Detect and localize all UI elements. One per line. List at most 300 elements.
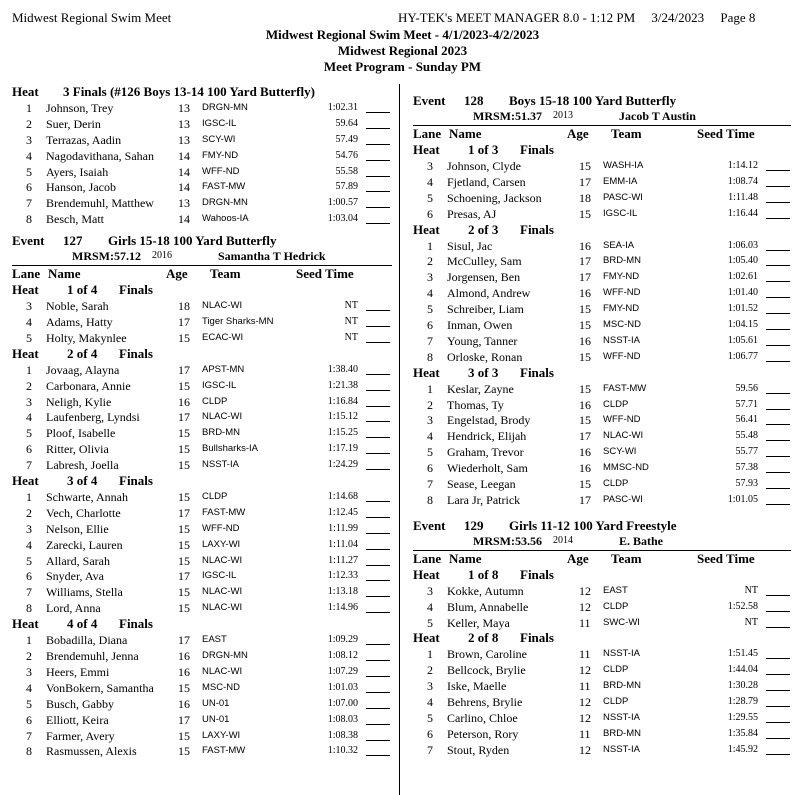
seed-time: 57.71: [735, 398, 758, 410]
entry-row: [12, 696, 392, 712]
swimmer-name: Farmer, Avery: [46, 728, 115, 743]
lane-number: 7: [26, 196, 32, 211]
event-title: Girls 15-18 100 Yard Butterfly: [108, 233, 277, 249]
meet-title: Midwest Regional Swim Meet - 4/1/2023-4/2/2023: [265, 27, 540, 42]
team-code: SCY-WI: [202, 133, 236, 145]
lane-number: 7: [427, 333, 433, 348]
result-blank-line: [366, 342, 390, 343]
result-blank-line: [766, 170, 790, 171]
seed-time: 1:11.27: [328, 554, 358, 566]
swimmer-age: 16: [178, 394, 190, 409]
swimmer-name: Noble, Sarah: [46, 299, 109, 314]
seed-time: 1:11.99: [328, 522, 358, 534]
swimmer-name: Holty, Makynlee: [46, 330, 127, 345]
lane-number: 8: [26, 601, 32, 616]
seed-time: 55.58: [335, 165, 358, 177]
team-code: WFF-ND: [603, 287, 641, 299]
entry-row: [12, 489, 392, 505]
record-label: MRSM:: [473, 109, 515, 123]
seed-time: 1:01.52: [727, 303, 758, 315]
record-year: 2013: [553, 110, 573, 121]
seed-time: NT: [344, 331, 358, 343]
record-holder: Jacob T Austin: [619, 109, 696, 123]
heat-number: 3 of 3: [468, 364, 499, 380]
lane-number: 3: [427, 159, 433, 173]
entry-row: [12, 441, 392, 457]
record-holder: E. Bathe: [619, 533, 664, 548]
result-blank-line: [366, 374, 390, 375]
lane-number: 2: [427, 254, 433, 269]
seed-time: 1:08.38: [327, 729, 358, 741]
team-code: WFF-ND: [202, 165, 240, 177]
swimmer-name: Ayers, Isaiah: [46, 164, 109, 179]
team-code: NSST-IA: [603, 334, 640, 346]
team-code: BRD-MN: [202, 427, 240, 439]
swimmer-name: Young, Tanner: [447, 333, 518, 348]
lane-number: 2: [26, 505, 32, 520]
heat-round: Finals: [119, 345, 153, 361]
team-code: NSST-IA: [603, 712, 640, 724]
result-blank-line: [366, 692, 390, 693]
result-blank-line: [366, 533, 390, 534]
event-label: Event: [413, 93, 446, 108]
swimmer-age: 15: [178, 553, 190, 568]
seed-time: 1:06.03: [727, 239, 758, 251]
swimmer-age: 11: [579, 679, 591, 694]
heat-round: Finals: [119, 616, 153, 632]
swimmer-name: Johnson, Trey: [46, 101, 114, 115]
meet-record-line: [413, 109, 791, 125]
team-code: NLAC-WI: [202, 411, 243, 423]
lane-number: 3: [26, 132, 32, 147]
seed-time: 57.89: [335, 181, 358, 193]
record-year: 2016: [152, 250, 172, 262]
swimmer-age: 17: [178, 410, 190, 425]
entry-row: [413, 269, 791, 285]
seed-time: 1:51.45: [727, 648, 758, 660]
swimmer-age: 12: [579, 663, 591, 678]
swimmer-age: 14: [178, 180, 190, 195]
column-headers: [12, 266, 392, 282]
result-blank-line: [366, 517, 390, 518]
team-code: FMY-ND: [603, 303, 640, 315]
entry-row: [413, 428, 791, 444]
swimmer-age: 15: [579, 302, 591, 317]
team-code: MSC-ND: [603, 319, 641, 331]
result-blank-line: [766, 186, 790, 187]
swimmer-age: 15: [178, 442, 190, 457]
swimmer-age: 15: [178, 537, 190, 552]
lane-number: 4: [427, 599, 433, 614]
col-lane: Lane: [413, 550, 442, 566]
team-code: FAST-MW: [202, 506, 246, 518]
result-blank-line: [366, 223, 390, 224]
entry-row: [12, 584, 392, 600]
entry-row: [12, 632, 392, 648]
seed-time: 1:07.29: [327, 665, 358, 677]
seed-time: 1:07.00: [327, 697, 358, 709]
seed-time: 57.38: [735, 462, 758, 474]
swimmer-name: Allard, Sarah: [46, 553, 110, 568]
swimmer-age: 15: [579, 413, 591, 428]
entry-row: [12, 600, 392, 616]
lane-number: 5: [26, 696, 32, 711]
result-blank-line: [766, 658, 790, 659]
lane-number: 5: [26, 330, 32, 345]
swimmer-name: Hendrick, Elijah: [447, 429, 527, 444]
team-code: UN-01: [202, 697, 230, 709]
entry-row: [12, 378, 392, 394]
lane-number: 2: [26, 116, 32, 131]
result-blank-line: [366, 596, 390, 597]
team-code: PASC-WI: [603, 493, 643, 505]
continuation-rows: [12, 100, 392, 227]
team-code: WASH-IA: [603, 160, 644, 171]
col-team: Team: [611, 126, 642, 141]
swimmer-age: 15: [579, 381, 591, 396]
team-code: SEA-IA: [603, 239, 635, 251]
left-column: [12, 84, 392, 759]
swimmer-age: 13: [178, 196, 190, 211]
result-blank-line: [366, 453, 390, 454]
team-code: CLDP: [603, 398, 629, 410]
seed-time: 1:10.32: [327, 745, 358, 757]
lane-number: 6: [427, 318, 433, 333]
team-code: NLAC-WI: [202, 602, 243, 614]
seed-time: 1:01.05: [727, 493, 758, 505]
lane-number: 6: [26, 569, 32, 584]
lane-number: 7: [26, 585, 32, 600]
team-code: CLDP: [603, 600, 629, 612]
entry-row: [413, 238, 791, 254]
swimmer-age: 17: [579, 429, 591, 444]
team-code: SWC-WI: [603, 616, 640, 628]
result-blank-line: [766, 595, 790, 596]
entry-row: [413, 381, 791, 397]
heat-round: Finals: [520, 630, 554, 646]
seed-time: NT: [744, 584, 758, 596]
lane-number: 2: [26, 649, 32, 664]
swimmer-age: 15: [579, 206, 591, 221]
seed-time: 57.93: [735, 478, 758, 490]
result-blank-line: [366, 326, 390, 327]
swimmer-age: 13: [178, 116, 190, 131]
event-label: Event: [12, 233, 45, 249]
seed-time: 1:01.03: [327, 681, 358, 693]
record-label: MRSM:: [473, 533, 515, 548]
lane-number: 8: [427, 492, 433, 507]
team-code: Tiger Sharks-MN: [202, 316, 274, 328]
lane-number: 4: [26, 315, 32, 330]
swimmer-age: 14: [178, 164, 190, 179]
swimmer-name: Lord, Anna: [46, 601, 101, 616]
swimmer-age: 12: [579, 695, 591, 710]
swimmer-name: Wiederholt, Sam: [447, 461, 528, 476]
swimmer-name: Kokke, Autumn: [447, 583, 524, 598]
result-blank-line: [766, 456, 790, 457]
seed-time: 59.64: [335, 117, 358, 129]
swimmer-age: 17: [178, 633, 190, 648]
entry-row: [12, 728, 392, 744]
swimmer-age: 18: [178, 299, 190, 314]
entry-row: [12, 553, 392, 569]
result-blank-line: [766, 706, 790, 707]
heat-number: 3 of 4: [67, 473, 98, 489]
swimmer-name: Graham, Trevor: [447, 445, 524, 460]
team-code: NLAC-WI: [202, 665, 243, 677]
seed-time: 1:29.55: [727, 712, 758, 724]
team-code: CLDP: [202, 395, 228, 407]
heat-header: [12, 346, 392, 362]
lane-number: 1: [26, 362, 32, 377]
entry-row: [413, 333, 791, 349]
result-blank-line: [366, 565, 390, 566]
record-year: 2014: [553, 534, 573, 546]
swimmer-age: 14: [178, 212, 190, 227]
event-header: [413, 93, 791, 109]
seed-time: 1:05.40: [727, 255, 758, 267]
swimmer-name: Ritter, Olivia: [46, 442, 109, 457]
swimmer-name: Busch, Gabby: [46, 696, 114, 711]
team-code: MSC-ND: [202, 681, 240, 693]
entry-row: [12, 100, 392, 116]
heat-label: Heat: [413, 364, 440, 380]
lane-number: 4: [427, 429, 433, 444]
heat-number: 2 of 3: [468, 221, 499, 237]
event-number: 129: [464, 517, 484, 533]
swimmer-age: 12: [579, 583, 591, 598]
entry-row: [413, 599, 791, 615]
heat-label: Heat: [413, 221, 440, 237]
team-code: CLDP: [603, 664, 629, 676]
team-code: DRGN-MN: [202, 650, 248, 662]
record-time: 51.37: [515, 109, 542, 123]
seed-time: 56.41: [735, 414, 758, 426]
result-blank-line: [766, 250, 790, 251]
result-blank-line: [366, 676, 390, 677]
entry-row: [413, 726, 791, 742]
entry-row: [413, 206, 791, 222]
event-label: Event: [413, 517, 446, 533]
continuation-heat-header: [12, 84, 392, 100]
record-time: 57.12: [114, 249, 141, 264]
entry-row: [12, 409, 392, 425]
seed-time: 1:24.29: [327, 459, 358, 471]
swimmer-name: Lara Jr, Patrick: [447, 492, 521, 507]
entry-row: [12, 148, 392, 164]
entry-row: [413, 742, 791, 758]
entry-row: [12, 116, 392, 132]
entry-row: [12, 457, 392, 473]
result-blank-line: [766, 611, 790, 612]
seed-time: 1:08.74: [727, 175, 758, 187]
result-blank-line: [366, 406, 390, 407]
seed-time: 1:06.77: [727, 350, 758, 362]
swimmer-name: Peterson, Rory: [447, 726, 519, 741]
entry-row: [413, 174, 791, 190]
result-blank-line: [366, 144, 390, 145]
entry-row: [413, 615, 791, 631]
result-blank-line: [766, 297, 790, 298]
col-team: Team: [210, 266, 241, 282]
entry-row: [413, 662, 791, 678]
result-blank-line: [766, 424, 790, 425]
event-number: 127: [63, 233, 83, 249]
entry-row: [413, 317, 791, 333]
seed-time: 1:03.04: [327, 213, 358, 225]
lane-number: 4: [26, 410, 32, 425]
meet-record-line: [413, 534, 791, 550]
swimmer-name: Snyder, Ava: [46, 569, 104, 584]
col-age: Age: [567, 550, 589, 566]
swimmer-age: 17: [579, 254, 591, 269]
entry-row: [413, 694, 791, 710]
entry-row: [413, 158, 791, 174]
swimmer-age: 16: [579, 286, 591, 301]
swimmer-name: McCulley, Sam: [447, 254, 522, 269]
lane-number: 1: [427, 647, 433, 662]
result-blank-line: [366, 207, 390, 208]
col-lane: Lane: [413, 126, 442, 141]
column-headers: [413, 551, 791, 567]
entry-row: [12, 195, 392, 211]
swimmer-age: 12: [579, 599, 591, 614]
lane-number: 3: [427, 583, 433, 598]
seed-time: 1:01.40: [727, 287, 758, 299]
result-blank-line: [766, 674, 790, 675]
lane-number: 4: [427, 174, 433, 189]
result-blank-line: [366, 128, 390, 129]
result-blank-line: [766, 488, 790, 489]
event-number: 128: [464, 93, 484, 108]
seed-time: 1:11.04: [328, 538, 358, 550]
entry-row: [12, 362, 392, 378]
lane-number: 8: [26, 212, 32, 227]
swimmer-age: 17: [579, 270, 591, 285]
lane-number: 3: [427, 679, 433, 694]
result-blank-line: [366, 469, 390, 470]
col-seed: Seed Time: [697, 126, 755, 141]
entry-row: [413, 492, 791, 508]
seed-time: 1:14.12: [727, 160, 758, 171]
swimmer-age: 17: [178, 362, 190, 377]
seed-time: 1:08.12: [327, 650, 358, 662]
team-code: IGSC-IL: [202, 379, 237, 391]
team-code: LAXY-WI: [202, 538, 241, 550]
swimmer-name: Bellcock, Brylie: [447, 663, 526, 678]
lane-number: 5: [26, 426, 32, 441]
seed-time: 1:05.61: [727, 334, 758, 346]
lane-number: 1: [26, 490, 32, 505]
lane-number: 2: [26, 378, 32, 393]
heat-round: Finals: [520, 566, 554, 582]
swimmer-age: 17: [579, 492, 591, 507]
swimmer-age: 14: [178, 148, 190, 163]
lane-number: 7: [427, 477, 433, 492]
seed-time: NT: [344, 316, 358, 328]
result-blank-line: [766, 440, 790, 441]
swimmer-name: Iske, Maelle: [447, 679, 507, 694]
result-blank-line: [766, 690, 790, 691]
swimmer-age: 12: [579, 711, 591, 726]
team-code: NLAC-WI: [202, 300, 243, 312]
entry-row: [12, 648, 392, 664]
swimmer-name: Laufenberg, Lyndsi: [46, 410, 140, 425]
seed-time: 1:35.84: [727, 727, 758, 739]
lane-number: 6: [26, 712, 32, 727]
swimmer-age: 17: [579, 174, 591, 189]
lane-number: 5: [427, 615, 433, 630]
team-code: FMY-ND: [202, 149, 239, 161]
seed-time: 1:45.92: [727, 743, 758, 755]
heat-header: [413, 630, 791, 646]
entry-row: [413, 253, 791, 269]
lane-number: 4: [26, 680, 32, 695]
team-code: NLAC-WI: [202, 586, 243, 598]
swimmer-age: 11: [579, 615, 591, 630]
swimmer-age: 17: [178, 569, 190, 584]
result-blank-line: [766, 754, 790, 755]
entry-row: [413, 285, 791, 301]
result-blank-line: [366, 160, 390, 161]
swimmer-name: Rasmussen, Alexis: [46, 744, 137, 759]
result-blank-line: [366, 580, 390, 581]
col-lane: Lane: [12, 266, 41, 282]
team-code: FAST-MW: [603, 382, 647, 394]
entry-row: [12, 680, 392, 696]
team-code: CLDP: [202, 491, 228, 503]
swimmer-name: Blum, Annabelle: [447, 599, 529, 614]
seed-time: 1:00.57: [327, 197, 358, 209]
seed-time: 55.77: [735, 446, 758, 458]
team-code: LAXY-WI: [202, 729, 241, 741]
lane-number: 4: [26, 537, 32, 552]
swimmer-age: 18: [579, 190, 591, 205]
lane-number: 3: [26, 394, 32, 409]
swimmer-name: Carbonara, Annie: [46, 378, 131, 393]
col-name: Name: [48, 266, 81, 282]
seed-time: 1:28.79: [727, 696, 758, 708]
swimmer-name: Behrens, Brylie: [447, 695, 523, 710]
record-time: 53.56: [515, 533, 542, 548]
swimmer-name: Nelson, Ellie: [46, 521, 109, 536]
heat-round: Finals: [119, 473, 153, 489]
entry-row: [413, 190, 791, 206]
team-code: ECAC-WI: [202, 331, 244, 343]
team-code: Wahoos-IA: [202, 213, 249, 225]
team-code: CLDP: [603, 696, 629, 708]
meet-record-line: [12, 249, 392, 265]
meet-name: Midwest Regional Swim Meet: [12, 10, 172, 25]
lane-number: 3: [26, 664, 32, 679]
program-title: Meet Program - Sunday PM: [323, 59, 482, 74]
swimmer-name: Suer, Derin: [46, 116, 101, 131]
lane-number: 5: [427, 445, 433, 460]
swimmer-age: 15: [178, 585, 190, 600]
swimmer-age: 15: [579, 477, 591, 492]
swimmer-name: Orloske, Ronan: [447, 349, 523, 364]
team-code: IGSC-IL: [603, 207, 638, 219]
swimmer-age: 15: [579, 159, 591, 173]
swimmer-name: Brendemuhl, Matthew: [46, 196, 154, 211]
seed-time: 1:15.25: [327, 427, 358, 439]
seed-time: 1:52.58: [727, 600, 758, 612]
entry-row: [413, 301, 791, 317]
lane-number: 5: [427, 302, 433, 317]
heat-number: 1 of 4: [67, 282, 98, 298]
swimmer-name: Jorgensen, Ben: [447, 270, 521, 285]
result-blank-line: [366, 437, 390, 438]
